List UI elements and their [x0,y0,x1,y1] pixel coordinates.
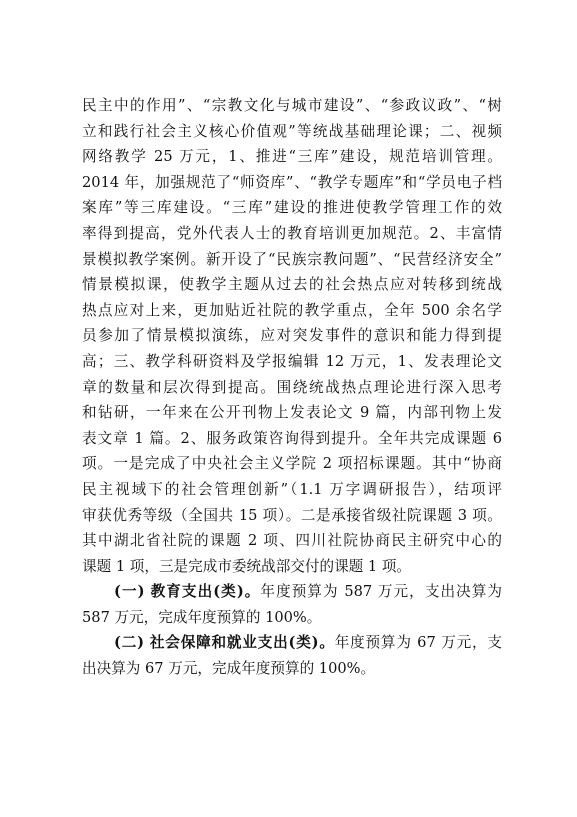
text-line: 网络教学 25 万元，1、推进“三库”建设，规范培训管理。 [82,148,502,166]
text-line: 审获优秀等级（全国共 15 项）。二是承接省级社院课题 3 项。 [82,506,502,524]
section-social-security-text: 年度预算为 67 万元，支 [334,634,502,652]
section-education-line-2: 587 万元，完成年度预算的 100%。 [82,608,322,626]
text-line: 2014 年，加强规范了“师资库”、“教学专题库”和“学员电子档 [82,173,502,191]
text-line: 民主中的作用”、“宗教文化与城市建设”、“参政议政”、“树 [82,97,502,114]
text-line: 课题 1 项，三是完成市委统战部交付的课题 1 项。 [82,557,412,575]
text-line: 和钻研，一年来在公开刊物上发表论文 9 篇，内部刊物上发 [82,404,502,422]
text-line: 民主视域下的社会管理创新”（1.1 万字调研报告），结项评 [82,480,502,498]
section-education-text: 年度预算为 587 万元，支出决算为 [260,583,502,601]
section-education-line [82,579,502,605]
text-line: 热点应对上来，更加贴近社院的教学重点，全年 500 余名学 [82,301,502,319]
section-social-security-heading: (二) 社会保障和就业支出(类)。 [114,634,335,652]
text-line: 率得到提高，党外代表人士的教育培训更加规范。2、丰富情 [82,224,502,242]
text-line: 景模拟教学案例。新开设了“民族宗教问题”、“民营经济安全” [82,250,502,268]
text-line: 表文章 1 篇。2、服务政策咨询得到提升。全年共完成课题 6 [82,429,502,447]
section-education-heading: (一) 教育支出(类)。 [114,583,261,601]
text-line: 员参加了情景模拟演练，应对突发事件的意识和能力得到提 [82,327,502,345]
text-line: 情景模拟课，使教学主题从过去的社会热点应对转移到统战 [82,276,502,294]
section-social-security-line-2: 出决算为 67 万元，完成年度预算的 100%。 [82,660,376,678]
text-line: 其中湖北省社院的课题 2 项、四川社院协商民主研究中心的 [82,532,502,550]
text-line: 高；三、教学科研资料及学报编辑 12 万元，1、发表理论文 [82,352,502,370]
text-line: 项。一是完成了中央社会主义学院 2 项招标课题。其中“协商 [82,455,502,473]
section-social-security-line [82,630,502,656]
text-line: 案库”等三库建设。“三库”建设的推进使教学管理工作的效 [82,199,502,217]
body-text [82,93,502,682]
text-line: 立和践行社会主义核心价值观”等统战基础理论课；二、视频 [82,122,502,140]
text-line: 章的数量和层次得到提高。围绕统战热点理论进行深入思考 [82,378,502,396]
